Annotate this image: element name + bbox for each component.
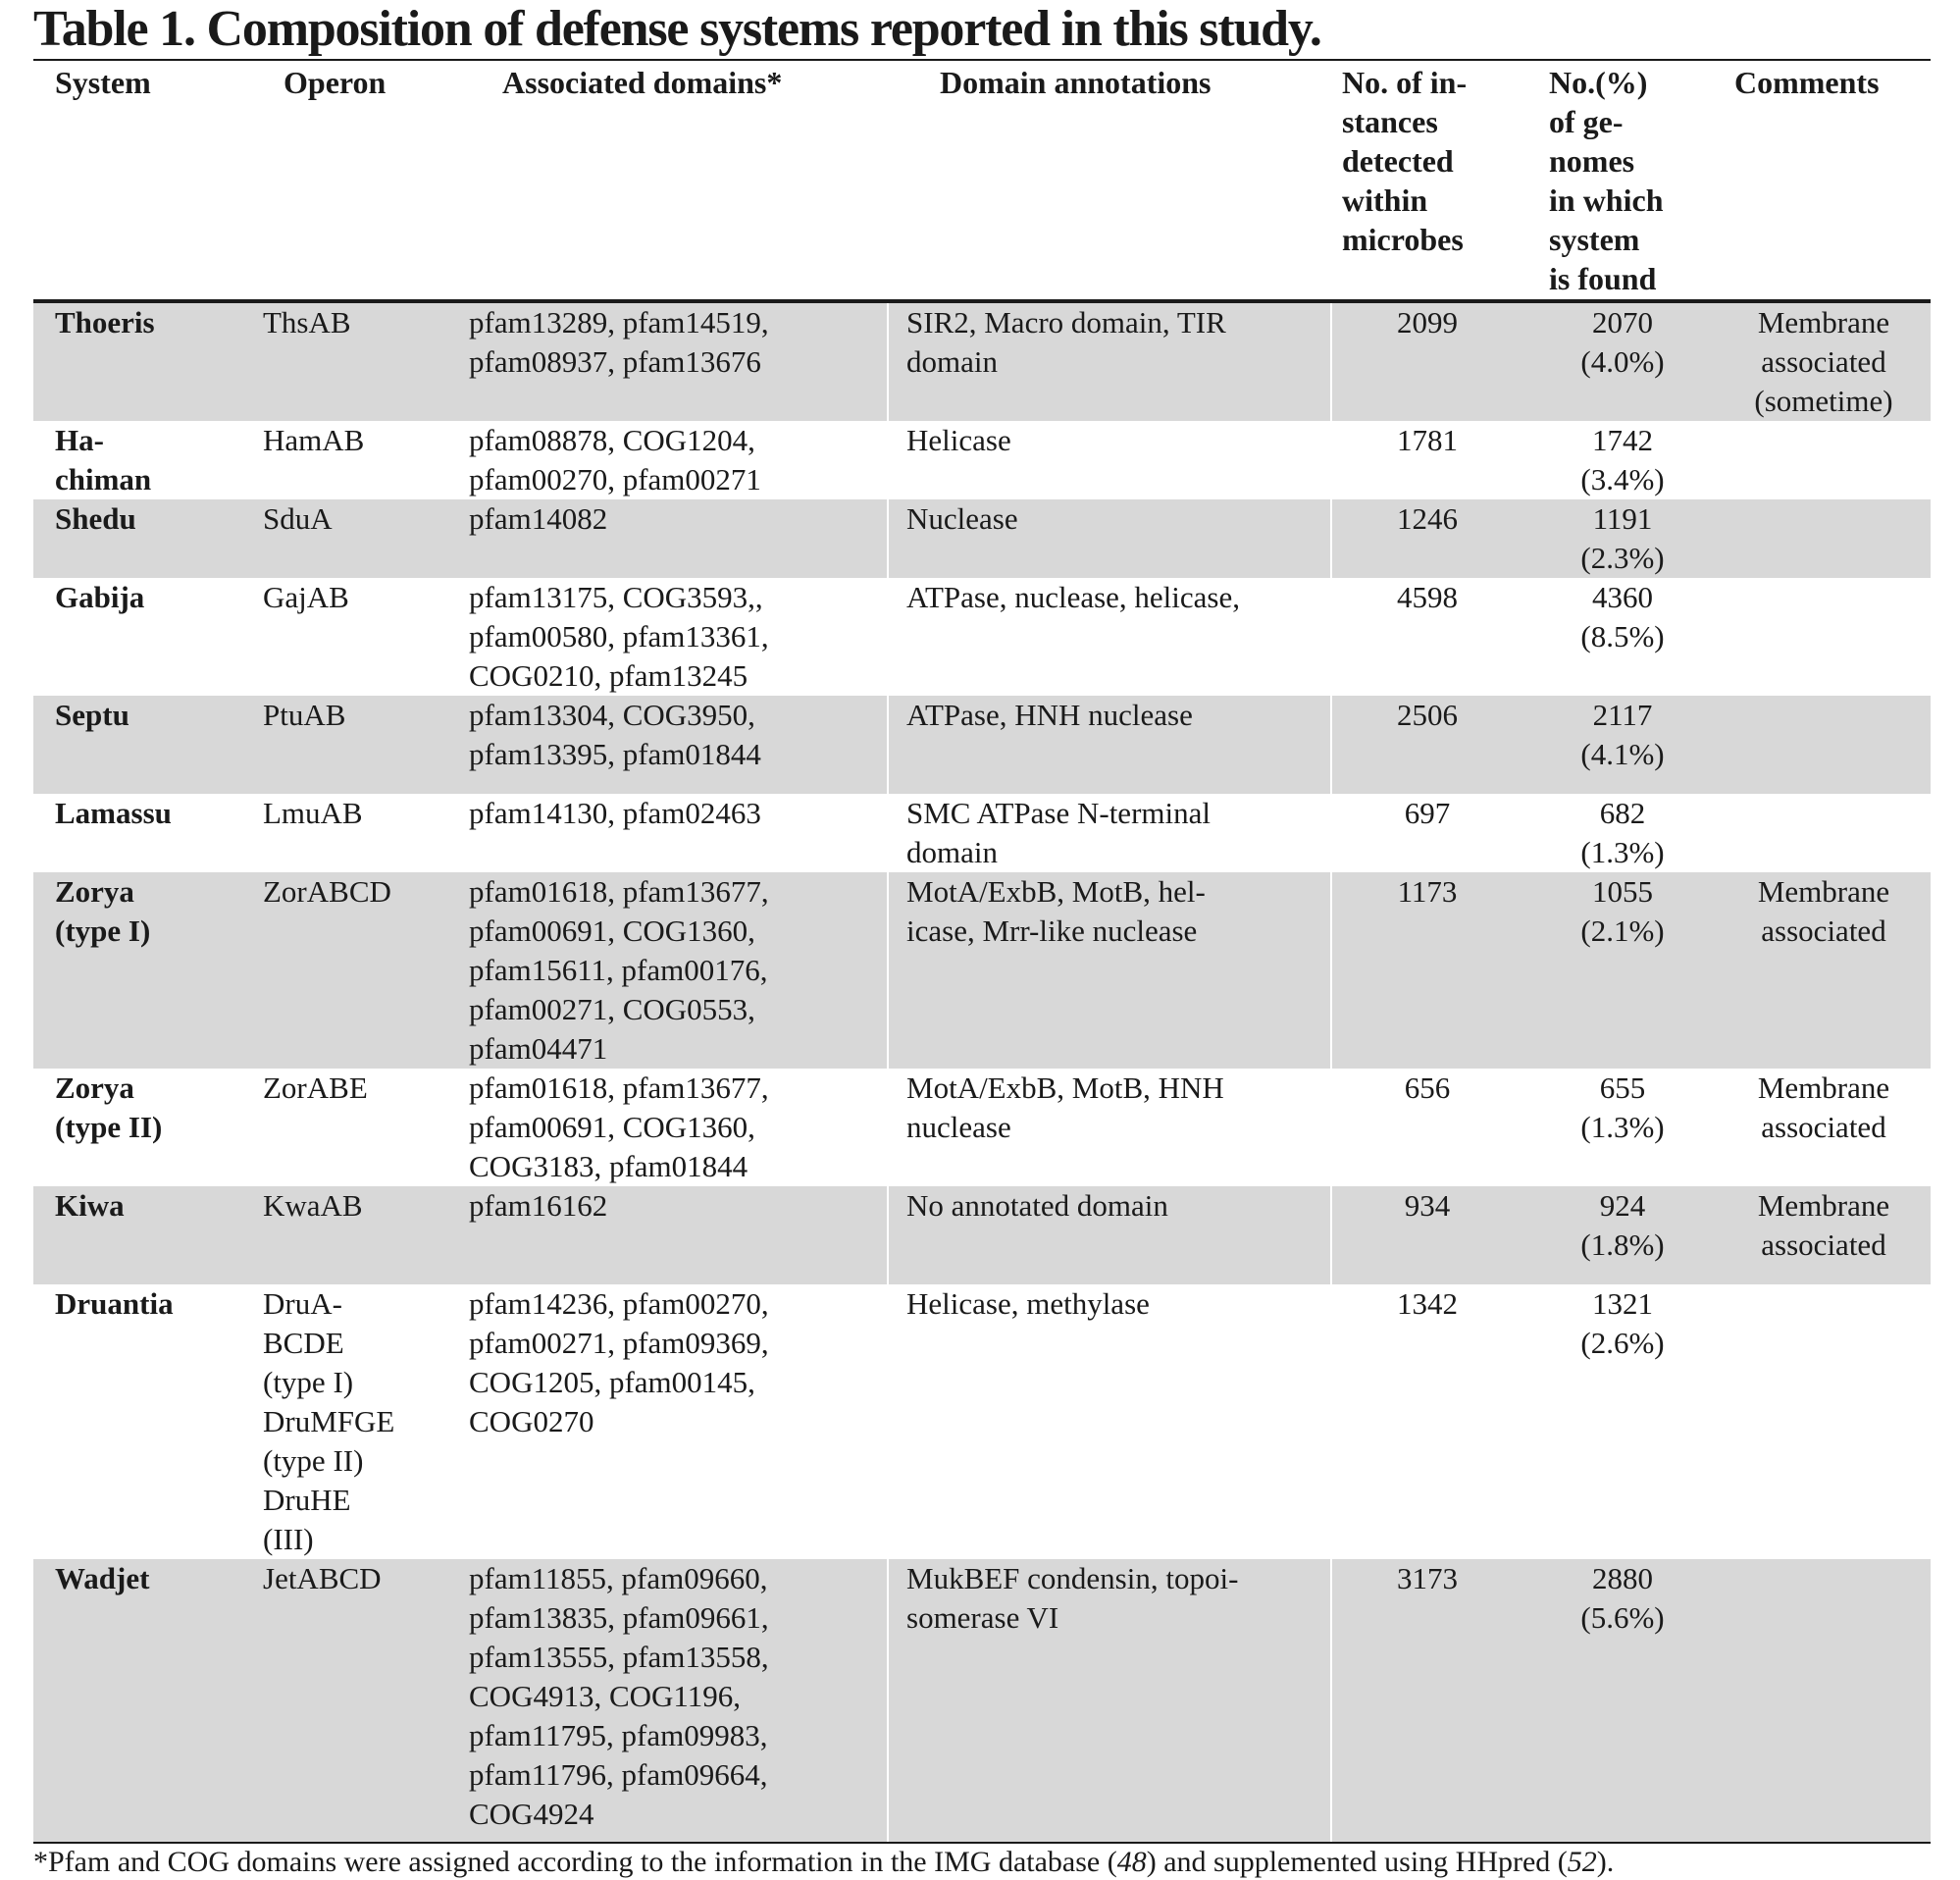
table-row — [33, 421, 1931, 499]
cell-genomes: 2070 (4.0%) — [1580, 305, 1665, 379]
cell-system: Wadjet — [55, 1561, 150, 1595]
cell-genomes: 1191 (2.3%) — [1580, 501, 1665, 575]
cell-domains: pfam01618, pfam13677, pfam00691, COG1360, COG3183, pfam01844 — [469, 1071, 769, 1183]
cell-operon: DruA- BCDE (type I) DruMFGE (type II) DruHE (III) — [263, 1286, 395, 1556]
cell-instances: 934 — [1404, 1188, 1451, 1223]
cell-domains: pfam13289, pfam14519, pfam08937, pfam13676 — [469, 305, 769, 379]
cell-annotations: Helicase, methylase — [906, 1286, 1150, 1321]
cell-system: Zorya (type I) — [55, 874, 151, 948]
table-row — [33, 1186, 1931, 1284]
cell-domains: pfam14236, pfam00270, pfam00271, pfam09369, COG1205, pfam00145, COG0270 — [469, 1286, 769, 1438]
cell-annotations: MukBEF condensin, topoi- somerase VI — [906, 1561, 1239, 1635]
header-domain-annotations: Domain annotations — [940, 65, 1212, 100]
column-separator — [887, 499, 889, 578]
cell-instances: 697 — [1404, 796, 1451, 830]
cell-domains: pfam13175, COG3593,, pfam00580, pfam13361, COG0210, pfam13245 — [469, 580, 769, 693]
cell-instances: 1246 — [1397, 501, 1458, 536]
bottom-rule — [33, 1842, 1931, 1844]
cell-genomes: 2880 (5.6%) — [1580, 1561, 1665, 1635]
footnote-ref-52: 52 — [1567, 1846, 1597, 1878]
table-row — [33, 794, 1931, 872]
cell-genomes: 1055 (2.1%) — [1580, 874, 1665, 948]
cell-operon: KwaAB — [263, 1188, 363, 1223]
header-comments: Comments — [1734, 65, 1880, 100]
table-row — [33, 303, 1931, 421]
cell-instances: 656 — [1404, 1071, 1451, 1105]
cell-genomes: 4360 (8.5%) — [1580, 580, 1665, 653]
table-row — [33, 1559, 1931, 1842]
column-separator — [1330, 1559, 1332, 1842]
table-row — [33, 696, 1931, 794]
cell-annotations: MotA/ExbB, MotB, HNH nuclease — [906, 1071, 1224, 1144]
footnote-text-2: ) and supplemented using HHpred ( — [1146, 1846, 1568, 1878]
cell-operon: ZorABE — [263, 1071, 368, 1105]
cell-annotations: SMC ATPase N-terminal domain — [906, 796, 1211, 869]
column-separator — [887, 872, 889, 1069]
cell-instances: 1342 — [1397, 1286, 1458, 1321]
cell-annotations: ATPase, HNH nuclease — [906, 698, 1193, 732]
cell-instances: 2099 — [1397, 305, 1458, 339]
cell-genomes: 1321 (2.6%) — [1580, 1286, 1665, 1360]
column-separator — [887, 696, 889, 794]
header-instances: No. of in- stances detected within microbes — [1342, 65, 1468, 257]
cell-operon: PtuAB — [263, 698, 346, 732]
table-row — [33, 1069, 1931, 1186]
cell-annotations: MotA/ExbB, MotB, hel- icase, Mrr-like nuclease — [906, 874, 1206, 948]
cell-domains: pfam11855, pfam09660, pfam13835, pfam09661, pfam13555, pfam13558, COG4913, COG1196, pfam11795, pfam09983, pfam11796, pfam09664, COG4924 — [469, 1561, 769, 1831]
table-row — [33, 578, 1931, 696]
column-separator — [887, 1186, 889, 1284]
top-rule — [33, 59, 1931, 61]
cell-annotations: No annotated domain — [906, 1188, 1168, 1223]
cell-operon: SduA — [263, 501, 333, 536]
cell-domains: pfam13304, COG3950, pfam13395, pfam01844 — [469, 698, 761, 771]
cell-genomes: 1742 (3.4%) — [1580, 423, 1665, 496]
cell-comments: Membrane associated (sometime) — [1754, 305, 1893, 418]
cell-system: Gabija — [55, 580, 145, 614]
cell-operon: HamAB — [263, 423, 365, 457]
cell-system: Lamassu — [55, 796, 172, 830]
header-associated-domains: Associated domains* — [502, 65, 783, 100]
cell-domains: pfam16162 — [469, 1188, 608, 1223]
cell-system: Septu — [55, 698, 129, 732]
cell-domains: pfam14130, pfam02463 — [469, 796, 761, 830]
cell-comments: Membrane associated — [1757, 1071, 1890, 1144]
table-header — [33, 63, 1931, 298]
cell-genomes: 924 (1.8%) — [1580, 1188, 1665, 1262]
cell-annotations: Helicase — [906, 423, 1011, 457]
cell-operon: ZorABCD — [263, 874, 391, 909]
cell-operon: JetABCD — [263, 1561, 382, 1595]
cell-genomes: 2117 (4.1%) — [1580, 698, 1665, 771]
cell-instances: 1173 — [1397, 874, 1458, 909]
cell-comments: Membrane associated — [1757, 874, 1890, 948]
cell-domains: pfam08878, COG1204, pfam00270, pfam00271 — [469, 423, 761, 496]
cell-system: Zorya (type II) — [55, 1071, 163, 1144]
footnote-text: *Pfam and COG domains were assigned according to the information in the IMG database ( — [33, 1846, 1117, 1878]
column-separator — [887, 303, 889, 421]
cell-domains: pfam01618, pfam13677, pfam00691, COG1360, pfam15611, pfam00176, pfam00271, COG0553, pfam04471 — [469, 874, 769, 1066]
table-row — [33, 872, 1931, 1069]
cell-comments: Membrane associated — [1757, 1188, 1890, 1262]
footnote-ref-48: 48 — [1116, 1846, 1147, 1878]
footnote — [33, 1845, 1614, 1880]
header-system: System — [55, 65, 151, 100]
cell-domains: pfam14082 — [469, 501, 608, 536]
cell-system: Druantia — [55, 1286, 174, 1321]
cell-annotations: SIR2, Macro domain, TIR domain — [906, 305, 1226, 379]
cell-operon: LmuAB — [263, 796, 363, 830]
column-separator — [887, 1559, 889, 1842]
header-genomes: No.(%) of ge- nomes in which system is found — [1549, 65, 1664, 296]
cell-system: Shedu — [55, 501, 136, 536]
cell-instances: 1781 — [1397, 423, 1458, 457]
table-title: Table 1. Composition of defense systems reported in this study. — [33, 1, 1321, 57]
cell-annotations: Nuclease — [906, 501, 1018, 536]
cell-instances: 4598 — [1397, 580, 1458, 614]
cell-instances: 3173 — [1397, 1561, 1458, 1595]
cell-operon: ThsAB — [263, 305, 351, 339]
cell-system: Ha- chiman — [55, 423, 152, 496]
cell-system: Thoeris — [55, 305, 155, 339]
cell-annotations: ATPase, nuclease, helicase, — [906, 580, 1241, 614]
cell-instances: 2506 — [1397, 698, 1458, 732]
header-operon: Operon — [284, 65, 387, 100]
table-row — [33, 1284, 1931, 1559]
cell-system: Kiwa — [55, 1188, 125, 1223]
cell-operon: GajAB — [263, 580, 349, 614]
table-row — [33, 499, 1931, 578]
footnote-text-3: ). — [1596, 1846, 1615, 1878]
cell-genomes: 655 (1.3%) — [1580, 1071, 1665, 1144]
cell-genomes: 682 (1.3%) — [1580, 796, 1665, 869]
